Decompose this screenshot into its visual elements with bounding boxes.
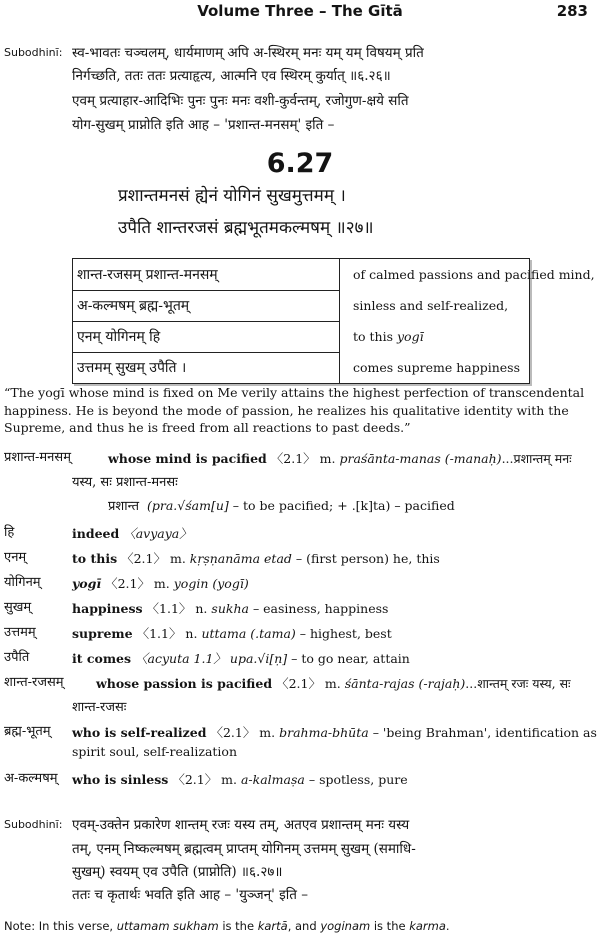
glossary-gloss: whose passion is pacified [96, 676, 273, 691]
glossary-definition [72, 549, 440, 567]
subodhini-line: योग-सुखम् प्राप्नोति इति आह – 'प्रशान्त-मनसम्' इति – [72, 117, 335, 133]
glossary-definition [72, 524, 192, 542]
glossary-sanskrit: प्रशान्त [108, 499, 140, 514]
glossary-grammar: 〈1.1〉 n. [146, 601, 208, 616]
glossary-gloss: whose mind is pacified [108, 451, 267, 466]
note-italic: uttamam sukham [116, 919, 219, 933]
note-text: is the [218, 919, 258, 933]
glossary-meaning: – (first person) he, this [295, 551, 440, 566]
glossary-definition [108, 449, 572, 467]
word-sanskrit: अ-कल्मषम् ब्रह्म-भूतम् [77, 298, 190, 314]
glossary-grammar: 〈1.1〉 n. [136, 626, 198, 641]
word-sanskrit: एनम् योगिनम् हि [77, 329, 161, 345]
glossary-grammar: 〈acyuta 1.1〉 [135, 651, 226, 666]
glossary-gloss: to this [72, 551, 118, 566]
glossary-definition [72, 649, 410, 667]
glossary-gloss: indeed [72, 526, 120, 541]
glossary-term: सुखम् [4, 600, 32, 615]
word-row [77, 325, 525, 351]
glossary-grammar: 〈2.1〉 m. [121, 551, 186, 566]
glossary-stem: a-kalmaṣa [240, 772, 305, 787]
glossary-term: हि [4, 525, 15, 540]
word-english-italic: yogī [396, 329, 424, 344]
glossary-sanskrit: ...शान्तम् रजः यस्य, सः [465, 676, 571, 691]
translation [4, 384, 594, 437]
glossary-term: शान्त-रजसम् [4, 675, 64, 690]
subodhini-line: सुखम्) स्वयम् एव उपैति (प्राप्नोति) ॥६.२७॥ [72, 864, 283, 880]
glossary-meaning: – easiness, happiness [252, 601, 389, 616]
glossary-grammar: 〈2.1〉 m. [105, 576, 170, 591]
glossary-stem: sukha [211, 601, 249, 616]
verse-line-2: उपैति शान्तरजसं ब्रह्मभूतमकल्मषम् ॥२७॥ [118, 218, 374, 238]
glossary-root: upa.√i[ṇ] [229, 651, 288, 666]
note-italic: kartā [257, 919, 288, 933]
subodhini-line: एवम् प्रत्याहार-आदिभिः पुनः पुनः मनः वशी-कुर्वन्तम्, रजोगुण-क्षये सति [72, 93, 409, 109]
glossary-term: उपैति [4, 650, 30, 665]
subodhini-line: स्व-भावतः चञ्चलम्, धार्यमाणम् अपि अ-स्थिरम् मनः यम् यम् विषयम् प्रति [72, 45, 424, 61]
row-rule [73, 321, 339, 322]
verse-number: 6.27 [266, 148, 334, 179]
glossary-meaning: – to go near, attain [291, 651, 410, 666]
subodhini-line: ततः च कृतार्थः भवति इति आह – 'युञ्जन्' इति – [72, 887, 309, 903]
running-header-title: Volume Three – The Gītā [197, 2, 403, 20]
glossary-grammar: 〈avyaya〉 [123, 526, 192, 541]
subodhini-label: Subodhinī: [4, 818, 63, 831]
glossary-meaning: – spotless, pure [308, 772, 408, 787]
glossary-sanskrit: ...प्रशान्तम् मनः [501, 451, 572, 466]
glossary-gloss: yogī [72, 576, 102, 591]
glossary-stem: kṛṣṇanāma etad [189, 551, 292, 566]
row-rule [73, 290, 339, 291]
glossary-term: एनम् [4, 550, 27, 565]
glossary-meaning: – 'being Brahman', identification as [372, 725, 597, 740]
glossary-stem: śānta-rajas (-rajaḥ) [344, 676, 466, 691]
glossary-definition [72, 599, 388, 617]
glossary-subentry [108, 496, 455, 514]
glossary-definition [72, 770, 408, 788]
translation-line: Supreme, and thus he is freed from all reactions to past deeds.” [4, 420, 411, 435]
note-text: is the [370, 919, 410, 933]
glossary-gloss: who is self-realized [72, 725, 207, 740]
page-number: 283 [556, 2, 588, 20]
glossary-definition [72, 574, 249, 592]
subodhini-line: निर्गच्छति, ततः ततः प्रत्याहृत्य, आत्मनि एव स्थिरम् कुर्यात् ॥६.२६॥ [72, 68, 391, 84]
word-row [77, 263, 595, 289]
glossary-definition [72, 723, 597, 741]
translation-line: “The yogī whose mind is fixed on Me verily attains the highest perfection of transcendental [4, 385, 585, 400]
glossary-term: अ-कल्मषम् [4, 771, 58, 786]
note-text: . [445, 919, 450, 933]
glossary-term: योगिनम् [4, 575, 41, 590]
glossary-gloss: supreme [72, 626, 133, 641]
word-row [77, 294, 525, 320]
glossary-root: (pra.√śam[u] [146, 498, 229, 513]
glossary-definition [96, 674, 571, 692]
note-italic: yoginam [320, 919, 371, 933]
glossary-continuation: spirit soul, self-realization [72, 744, 237, 759]
word-english-text: to this [353, 329, 397, 344]
glossary-term: प्रशान्त-मनसम् [4, 450, 71, 465]
translation-line: happiness. He is beyond the mode of passion, he realizes his qualitative identity with the [4, 402, 569, 418]
word-sanskrit: उत्तमम् सुखम् उपैति । [77, 360, 187, 376]
glossary-grammar: 〈2.1〉 m. [172, 772, 237, 787]
row-rule [73, 352, 339, 353]
glossary-term: ब्रह्म-भूतम् [4, 724, 51, 739]
glossary-meaning: – highest, best [299, 626, 392, 641]
glossary-gloss: it comes [72, 651, 132, 666]
subodhini-label: Subodhinī: [4, 46, 63, 59]
note-text: Note: In this verse, [4, 919, 117, 933]
glossary-stem: yogin (yogī) [173, 576, 249, 591]
note-italic: karma [409, 919, 446, 933]
glossary-grammar: 〈2.1〉 m. [276, 676, 341, 691]
glossary-stem: brahma-bhūta [279, 725, 369, 740]
glossary-stem: uttama (.tama) [201, 626, 296, 641]
verse-line-1: प्रशान्तमनसं ह्येनं योगिनं सुखमुत्तमम् । [118, 186, 346, 206]
glossary-continuation: शान्त-रजसः [72, 700, 127, 715]
word-sanskrit: शान्त-रजसम् प्रशान्त-मनसम् [77, 267, 218, 283]
word-row [77, 356, 525, 382]
word-meaning-box [72, 258, 595, 384]
glossary-gloss: happiness [72, 601, 143, 616]
word-english: sinless and self-realized, [353, 298, 509, 313]
subodhini-line: एवम्-उक्तेन प्रकारेण शान्तम् रजः यस्य तम्, अतएव प्रशान्तम् मनः यस्य [72, 817, 410, 833]
glossary-gloss: who is sinless [72, 772, 169, 787]
glossary-grammar: 〈2.1〉 m. [210, 725, 276, 740]
glossary-term: उत्तमम् [4, 625, 36, 640]
word-english [353, 329, 424, 344]
glossary-grammar: 〈2.1〉 m. [270, 451, 336, 466]
glossary-stem: praśānta-manas (-manaḥ) [339, 451, 502, 466]
note-text: , and [287, 919, 321, 933]
glossary-meaning: – to be pacified; + .[k]ta) – pacified [232, 498, 455, 513]
glossary-continuation: यस्य, सः प्रशान्त-मनसः [72, 475, 178, 490]
glossary-definition [72, 624, 392, 642]
word-english: comes supreme happiness [353, 360, 521, 375]
word-english: of calmed passions and pacified mind, [353, 267, 595, 282]
subodhini-line: तम्, एनम् निष्कल्मषम् ब्रह्मत्वम् प्राप्तम् योगिनम् उत्तमम् सुखम् (समाधि- [72, 841, 416, 857]
footnote [4, 919, 450, 933]
